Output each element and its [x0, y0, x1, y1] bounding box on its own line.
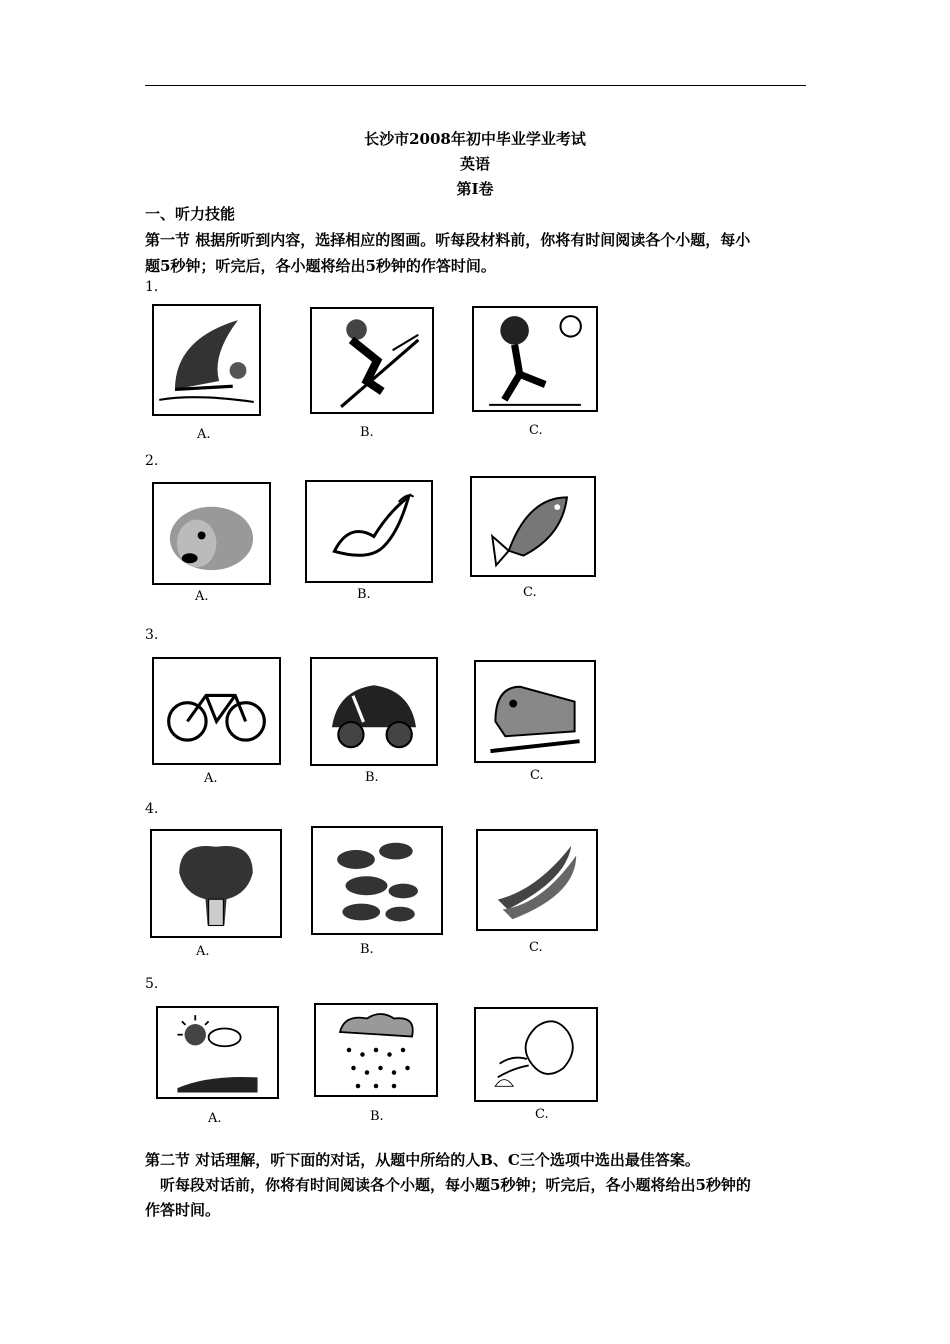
bananas-icon[interactable] — [476, 829, 598, 931]
dog-icon[interactable] — [152, 482, 271, 585]
sunny-icon[interactable] — [156, 1006, 279, 1099]
section1-instruction: 第一节 根据所听到内容，选择相应的图画。听每段材料前，你将有时间阅读各个小题，每小 — [145, 231, 751, 249]
car-icon[interactable] — [310, 657, 438, 766]
potatoes-icon[interactable] — [311, 826, 443, 935]
question-number: 1. — [145, 279, 159, 295]
option-label: A. — [195, 589, 209, 604]
option-label: B. — [365, 770, 379, 785]
option-label: C. — [529, 423, 543, 438]
fish-icon[interactable] — [470, 476, 596, 577]
bicycle-icon[interactable] — [152, 657, 281, 765]
option-label: C. — [530, 768, 544, 783]
train-icon[interactable] — [474, 660, 596, 763]
question-number: 3. — [145, 627, 159, 643]
option-label: B. — [357, 587, 371, 602]
option-label: A. — [196, 944, 210, 959]
option-label: A. — [204, 771, 218, 786]
question-number: 5. — [145, 976, 159, 992]
football-icon[interactable] — [472, 306, 598, 412]
option-label: C. — [529, 940, 543, 955]
cabbage-icon[interactable] — [150, 829, 282, 938]
exam-title: 长沙市2008年初中毕业学业考试 — [364, 130, 586, 148]
option-label: C. — [535, 1107, 549, 1122]
section1-heading: 一、听力技能 — [145, 205, 236, 223]
question-number: 4. — [145, 801, 159, 817]
section2-instruction-cont: 听每段对话前，你将有时间阅读各个小题，每小题5秒钟；听完后，各小题将给出5秒钟的 — [160, 1176, 751, 1194]
option-label: A. — [208, 1111, 222, 1126]
section1-instruction-cont: 题5秒钟；听完后，各小题将给出5秒钟的作答时间。 — [145, 257, 496, 275]
section2-instruction: 第二节 对话理解，听下面的对话，从题中所给的人B、C三个选项中选出最佳答案。 — [145, 1151, 700, 1169]
section2-instruction-end: 作答时间。 — [145, 1201, 221, 1219]
dove-icon[interactable] — [305, 480, 433, 583]
sailing-icon[interactable] — [152, 304, 261, 416]
option-label: A. — [197, 427, 211, 442]
question-number: 2. — [145, 453, 159, 469]
skiing-icon[interactable] — [310, 307, 434, 414]
option-label: B. — [370, 1109, 384, 1124]
windy-icon[interactable] — [474, 1007, 598, 1102]
option-label: C. — [523, 585, 537, 600]
option-label: B. — [360, 942, 374, 957]
rainy-icon[interactable] — [314, 1003, 438, 1097]
option-label: B. — [360, 425, 374, 440]
top-rule — [145, 85, 806, 86]
exam-volume: 第Ⅰ卷 — [456, 180, 494, 198]
exam-subject: 英语 — [459, 155, 490, 173]
